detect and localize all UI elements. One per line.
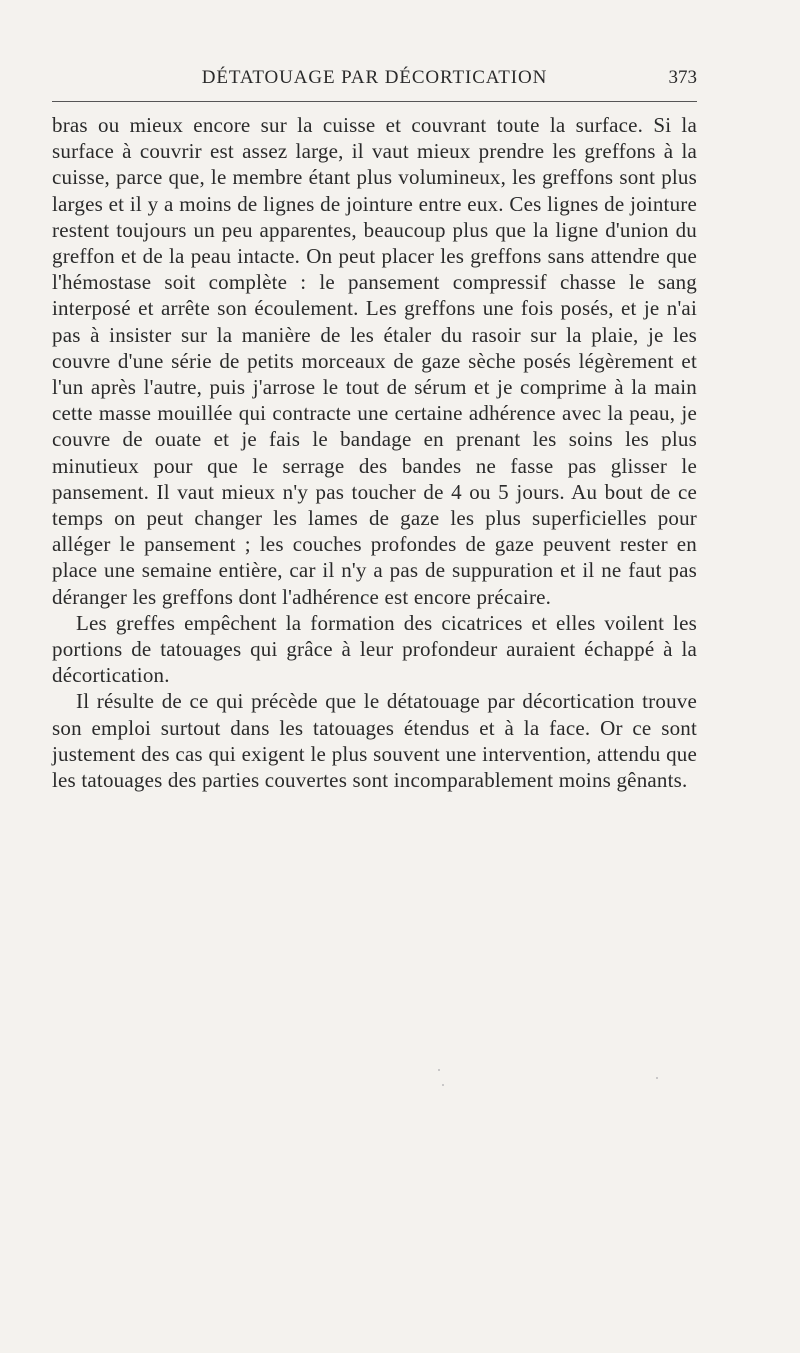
paragraph-3: Il résulte de ce qui précède que le détatouage par décortication trouve son emploi surtout dans les tatouages étendus et à la face. Or ce sont justement des cas qui exigent le plus souvent une intervention, attendu que les tatouages des parties couvertes sont incomparablement moins gênants. [52,689,697,793]
page-header [52,67,697,95]
body-text [52,112,697,793]
paper-speck [438,1069,440,1071]
paragraph-2: Les greffes empêchent la formation des cicatrices et elles voilent les portions de tatouages qui grâce à leur profondeur auraient échappé à la décortication. [52,610,697,688]
paragraph-1: bras ou mieux encore sur la cuisse et couvrant toute la surface. Si la surface à couvrir est assez large, il vaut mieux prendre les greffons à la cuisse, parce que, le membre étant plus volumineux, les greffons sont plus larges et il y a moins de lignes de jointure entre eux. Ces lignes de jointure restent toujours un peu apparentes, beaucoup plus que la ligne d'union du greffon et de la peau intacte. On peut placer les greffons sans attendre que l'hémostase soit complète : le pansement compressif chasse le sang interposé et arrête son écoulement. Les greffons une fois posés, et je n'ai pas à insister sur la manière de les étaler du rasoir sur la plaie, je les couvre d'une série de petits morceaux de gaze sèche posés légèrement et l'un après l'autre, puis j'arrose le tout de sérum et je comprime à la main cette masse mouillée qui contracte une certaine adhérence avec la peau, je couvre de ouate et je fais le bandage en prenant les soins les plus minutieux pour que le serrage des bandes ne fasse pas glisser le pansement. Il vaut mieux n'y pas toucher de 4 ou 5 jours. Au bout de ce temps on peut changer les lames de gaze les plus superficielles pour alléger le pansement ; les couches profondes de gaze peuvent rester en place une semaine entière, car il n'y a pas de suppuration et il ne faut pas déranger les greffons dont l'adhérence est encore précaire. [52,113,697,609]
paper-speck [656,1077,658,1079]
running-title: DÉTATOUAGE PAR DÉCORTICATION [201,67,548,88]
header-rule [52,101,697,102]
paper-speck [442,1084,444,1086]
page-number: 373 [668,67,697,88]
